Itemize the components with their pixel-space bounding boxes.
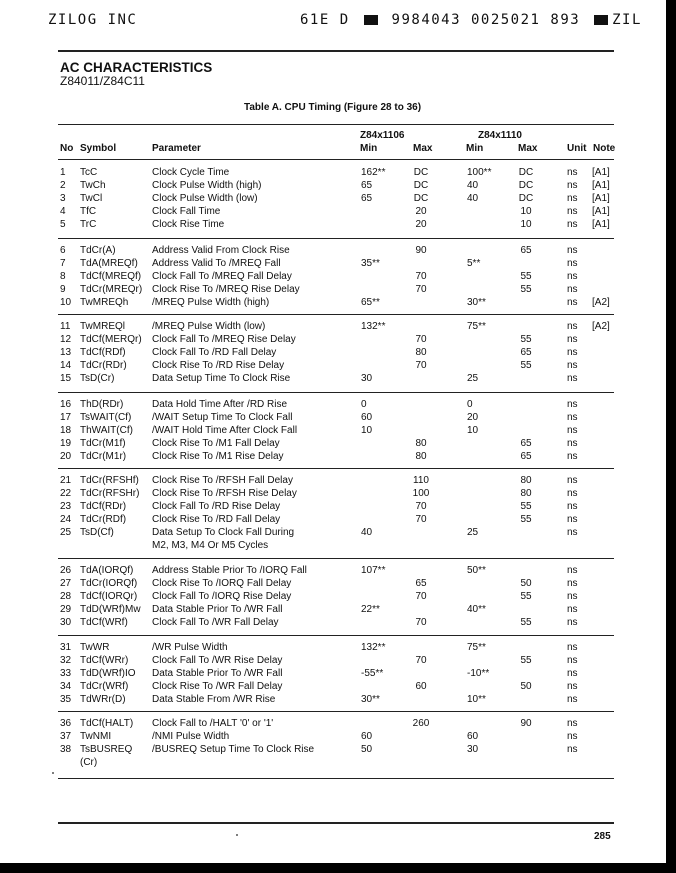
- cell-no: 31: [60, 642, 72, 653]
- cell-min1: 35**: [361, 258, 380, 269]
- cell-min2: 30**: [467, 297, 486, 308]
- cell-max2: 80: [520, 488, 532, 499]
- cell-max2: DC: [518, 193, 534, 204]
- table-title: Table A. CPU Timing (Figure 28 to 36): [244, 102, 422, 113]
- cell-min2: -10**: [467, 668, 490, 679]
- group-separator: [58, 238, 614, 239]
- cell-max1: 90: [415, 245, 427, 256]
- cell-note: [A1]: [592, 206, 610, 217]
- cell-param: Clock Fall Time: [152, 206, 221, 217]
- cell-param: Clock Rise To /M1 Rise Delay: [152, 451, 284, 462]
- cell-max1: 100: [412, 488, 430, 499]
- cell-no: 17: [60, 412, 72, 423]
- col-max-2: Max: [518, 143, 538, 154]
- cell-symbol: TdCr(RDr): [80, 360, 127, 371]
- cell-param: Clock Rise To /IORQ Fall Delay: [152, 578, 292, 589]
- cell-max1: DC: [413, 180, 429, 191]
- header-right: ZIL: [612, 12, 642, 28]
- cell-no: 18: [60, 425, 72, 436]
- cell-no: 12: [60, 334, 72, 345]
- cell-max2: 55: [520, 284, 532, 295]
- cell-no: 33: [60, 668, 72, 679]
- cell-min1: 107**: [361, 565, 386, 576]
- cell-param: Clock Fall To /RD Fall Delay: [152, 347, 277, 358]
- cell-symbol-continued: (Cr): [80, 757, 98, 768]
- cell-param: Clock Fall To /WR Rise Delay: [152, 655, 283, 666]
- cell-max1: 20: [415, 219, 427, 230]
- cell-symbol: TcC: [80, 167, 98, 178]
- cell-max2: 80: [520, 475, 532, 486]
- cell-unit: ns: [567, 180, 578, 191]
- cell-symbol: TsD(Cf): [80, 527, 114, 538]
- cell-unit: ns: [567, 565, 578, 576]
- cell-max2: 55: [520, 334, 532, 345]
- footer-rule: [58, 822, 614, 824]
- cell-unit: ns: [567, 731, 578, 742]
- cell-unit: ns: [567, 438, 578, 449]
- cell-max2: 50: [520, 578, 532, 589]
- group-separator: [58, 558, 614, 559]
- cell-max1: 70: [415, 655, 427, 666]
- cell-unit: ns: [567, 271, 578, 282]
- col-parameter: Parameter: [152, 143, 201, 154]
- cell-no: 23: [60, 501, 72, 512]
- cell-min2: 40: [467, 180, 479, 191]
- cell-unit: ns: [567, 347, 578, 358]
- cell-symbol: TdCr(RDf): [80, 514, 127, 525]
- cell-param: Clock Rise To /MREQ Rise Delay: [152, 284, 300, 295]
- cell-min1: 162**: [361, 167, 386, 178]
- cell-no: 16: [60, 399, 72, 410]
- cell-param: Data Stable Prior To /WR Fall: [152, 668, 283, 679]
- cell-min2: 40: [467, 193, 479, 204]
- section-subtitle: Z84011/Z84C11: [60, 74, 145, 88]
- cell-min2: 100**: [467, 167, 492, 178]
- cell-min1: 30: [361, 373, 373, 384]
- cell-unit: ns: [567, 501, 578, 512]
- cell-max2: 55: [520, 360, 532, 371]
- cell-unit: ns: [567, 219, 578, 230]
- cell-no: 21: [60, 475, 72, 486]
- cell-param: Clock Rise To /RFSH Fall Delay: [152, 475, 293, 486]
- cell-symbol: TdCr(WRf): [80, 681, 129, 692]
- cell-no: 3: [60, 193, 66, 204]
- cell-max1: 70: [415, 591, 427, 602]
- cell-min1: 60: [361, 731, 373, 742]
- cell-min1: 65: [361, 193, 373, 204]
- cell-param: /MREQ Pulse Width (low): [152, 321, 266, 332]
- cell-max1: 70: [415, 617, 427, 628]
- cell-no: 1: [60, 167, 66, 178]
- cell-symbol: ThWAIT(Cf): [80, 425, 133, 436]
- cell-max2: 65: [520, 438, 532, 449]
- cell-max1: 260: [412, 718, 430, 729]
- cell-max1: 70: [415, 284, 427, 295]
- cell-min1: 65: [361, 180, 373, 191]
- cell-symbol: TdCf(RDf): [80, 347, 126, 358]
- cell-max2: 55: [520, 617, 532, 628]
- cell-unit: ns: [567, 206, 578, 217]
- cell-unit: ns: [567, 488, 578, 499]
- col-min-2: Min: [466, 143, 484, 154]
- cell-unit: ns: [567, 668, 578, 679]
- cell-no: 37: [60, 731, 72, 742]
- cell-note: [A2]: [592, 297, 610, 308]
- cell-symbol: TdCr(MREQr): [80, 284, 143, 295]
- table-bottom-rule: [58, 778, 614, 779]
- cell-max1: 70: [415, 271, 427, 282]
- cell-param-continued: M2, M3, M4 Or M5 Cycles: [152, 540, 269, 551]
- cell-param: Clock Cycle Time: [152, 167, 230, 178]
- cell-param: Clock Fall To /MREQ Rise Delay: [152, 334, 296, 345]
- cell-symbol: TwMREQl: [80, 321, 125, 332]
- cell-max1: 60: [415, 681, 427, 692]
- header-mid: 61E D: [300, 12, 350, 28]
- scan-edge-bottom: [0, 863, 676, 873]
- cell-no: 10: [60, 297, 72, 308]
- cell-symbol: TdCr(RFSHf): [80, 475, 139, 486]
- cell-param: Address Valid To /MREQ Fall: [152, 258, 281, 269]
- cell-param: /WAIT Setup Time To Clock Fall: [152, 412, 293, 423]
- black-block-icon: [594, 15, 608, 25]
- cell-note: [A1]: [592, 167, 610, 178]
- cell-min1: 10: [361, 425, 373, 436]
- cell-unit: ns: [567, 284, 578, 295]
- header-codes: [300, 12, 642, 28]
- cell-max2: 90: [520, 718, 532, 729]
- cell-param: Clock Fall To /MREQ Fall Delay: [152, 271, 292, 282]
- cell-max2: 55: [520, 271, 532, 282]
- cell-no: 32: [60, 655, 72, 666]
- cell-min1: -55**: [361, 668, 384, 679]
- cell-param: Clock Rise To /WR Fall Delay: [152, 681, 283, 692]
- cell-unit: ns: [567, 475, 578, 486]
- cell-unit: ns: [567, 578, 578, 589]
- cell-no: 7: [60, 258, 66, 269]
- cell-symbol: TsWAIT(Cf): [80, 412, 132, 423]
- cell-no: 9: [60, 284, 66, 295]
- col-unit: Unit: [567, 143, 587, 154]
- cell-param: Clock Pulse Width (high): [152, 180, 262, 191]
- cell-min2: 25: [467, 527, 479, 538]
- cell-param: Data Stable From /WR Rise: [152, 694, 276, 705]
- cell-param: Data Setup Time To Clock Rise: [152, 373, 291, 384]
- cell-unit: ns: [567, 399, 578, 410]
- cell-symbol: TdA(MREQf): [80, 258, 138, 269]
- cell-param: Clock Fall To /RD Rise Delay: [152, 501, 281, 512]
- cell-no: 24: [60, 514, 72, 525]
- cell-max2: 55: [520, 514, 532, 525]
- group-header-1: Z84x1106: [360, 130, 405, 141]
- cell-symbol: TdCr(RFSHr): [80, 488, 140, 499]
- cell-symbol: TdA(IORQf): [80, 565, 134, 576]
- cell-param: Clock Pulse Width (low): [152, 193, 258, 204]
- cell-symbol: TdCf(IORQr): [80, 591, 138, 602]
- cell-param: Clock Rise To /RD Fall Delay: [152, 514, 281, 525]
- col-min-1: Min: [360, 143, 378, 154]
- cell-symbol: TdWRr(D): [80, 694, 126, 705]
- cell-max1: 20: [415, 206, 427, 217]
- cell-min2: 0: [467, 399, 473, 410]
- cell-note: [A2]: [592, 321, 610, 332]
- col-no: No: [60, 143, 74, 154]
- cell-note: [A1]: [592, 180, 610, 191]
- cell-unit: ns: [567, 258, 578, 269]
- cell-unit: ns: [567, 297, 578, 308]
- cell-param: Data Hold Time After /RD Rise: [152, 399, 288, 410]
- cell-max2: 65: [520, 451, 532, 462]
- cell-unit: ns: [567, 245, 578, 256]
- cell-symbol: TrC: [80, 219, 97, 230]
- cell-param: /BUSREQ Setup Time To Clock Rise: [152, 744, 315, 755]
- cell-unit: ns: [567, 655, 578, 666]
- cell-symbol: TwNMI: [80, 731, 112, 742]
- cell-no: 28: [60, 591, 72, 602]
- cell-max2: 55: [520, 591, 532, 602]
- cell-min1: 132**: [361, 321, 386, 332]
- cell-min2: 30: [467, 744, 479, 755]
- cell-symbol: TdCf(WRf): [80, 617, 128, 628]
- table-top-rule: [58, 124, 614, 125]
- cell-no: 34: [60, 681, 72, 692]
- cell-no: 8: [60, 271, 66, 282]
- cell-max1: 65: [415, 578, 427, 589]
- group-separator: [58, 635, 614, 636]
- cell-min2: 50**: [467, 565, 486, 576]
- cell-no: 27: [60, 578, 72, 589]
- cell-symbol: TdCr(A): [80, 245, 116, 256]
- cell-max1: 70: [415, 334, 427, 345]
- cell-min2: 60: [467, 731, 479, 742]
- cell-max1: 110: [413, 475, 429, 486]
- cell-unit: ns: [567, 744, 578, 755]
- cell-param: Clock Fall To /WR Fall Delay: [152, 617, 279, 628]
- cell-no: 19: [60, 438, 72, 449]
- cell-no: 35: [60, 694, 72, 705]
- cell-unit: ns: [567, 514, 578, 525]
- cell-param: Clock Fall to /HALT '0' or '1': [152, 718, 274, 729]
- cell-max1: 70: [415, 514, 427, 525]
- cell-unit: ns: [567, 604, 578, 615]
- cell-unit: ns: [567, 321, 578, 332]
- cell-unit: ns: [567, 193, 578, 204]
- cell-max2: DC: [518, 180, 534, 191]
- cell-no: 6: [60, 245, 66, 256]
- cell-symbol: TsD(Cr): [80, 373, 115, 384]
- cell-symbol: TdD(WRf)IO: [80, 668, 136, 679]
- cell-max1: 80: [415, 438, 427, 449]
- cell-unit: ns: [567, 617, 578, 628]
- cell-unit: ns: [567, 373, 578, 384]
- cell-max2: 65: [520, 245, 532, 256]
- cell-unit: ns: [567, 451, 578, 462]
- cell-min2: 25: [467, 373, 479, 384]
- header-numbers: 9984043 0025021 893: [391, 12, 581, 28]
- cell-min1: 30**: [361, 694, 380, 705]
- cell-min1: 60: [361, 412, 373, 423]
- cell-unit: ns: [567, 360, 578, 371]
- cell-no: 36: [60, 718, 72, 729]
- cell-max1: 70: [415, 501, 427, 512]
- cell-min2: 40**: [467, 604, 486, 615]
- cell-symbol: TdCr(M1f): [80, 438, 126, 449]
- cell-param: Clock Rise To /M1 Fall Delay: [152, 438, 280, 449]
- cell-min2: 10: [467, 425, 479, 436]
- cell-no: 13: [60, 347, 72, 358]
- header-company: ZILOG INC: [48, 12, 138, 28]
- cell-min1: 132**: [361, 642, 386, 653]
- cell-param: Clock Rise To /RD Rise Delay: [152, 360, 285, 371]
- cell-symbol: TdCf(WRr): [80, 655, 129, 666]
- cell-symbol: TdCf(HALT): [80, 718, 134, 729]
- cell-no: 15: [60, 373, 72, 384]
- cell-max2: 55: [520, 655, 532, 666]
- cell-min2: 75**: [467, 642, 486, 653]
- cell-min1: 50: [361, 744, 373, 755]
- scan-edge-right: [666, 0, 676, 873]
- cell-no: 25: [60, 527, 72, 538]
- cell-no: 14: [60, 360, 72, 371]
- cell-min2: 20: [467, 412, 479, 423]
- group-separator: [58, 314, 614, 315]
- cell-param: Data Stable Prior To /WR Fall: [152, 604, 283, 615]
- col-note: Note: [593, 143, 616, 154]
- cell-max1: DC: [413, 167, 429, 178]
- cell-unit: ns: [567, 167, 578, 178]
- top-rule: [58, 50, 614, 52]
- scan-speck: [236, 834, 238, 836]
- cell-param: Clock Rise To /RFSH Rise Delay: [152, 488, 297, 499]
- cell-symbol: TdCr(M1r): [80, 451, 127, 462]
- group-separator: [58, 711, 614, 712]
- scan-speck: [52, 772, 54, 774]
- cell-symbol: TdCf(MERQr): [80, 334, 142, 345]
- cell-note: [A1]: [592, 193, 610, 204]
- cell-unit: ns: [567, 642, 578, 653]
- cell-max2: 55: [520, 501, 532, 512]
- cell-no: 11: [60, 321, 71, 332]
- cell-symbol: TdD(WRf)Mw: [80, 604, 141, 615]
- cell-symbol: TwWR: [80, 642, 110, 653]
- cell-max2: 65: [520, 347, 532, 358]
- cell-unit: ns: [567, 527, 578, 538]
- cell-symbol: ThD(RDr): [80, 399, 124, 410]
- cell-param: Address Stable Prior To /IORQ Fall: [152, 565, 307, 576]
- cell-param: /WR Pulse Width: [152, 642, 228, 653]
- cell-max1: 80: [415, 347, 427, 358]
- cell-symbol: TwCh: [80, 180, 106, 191]
- cell-no: 30: [60, 617, 72, 628]
- col-symbol: Symbol: [80, 143, 117, 154]
- cell-no: 20: [60, 451, 72, 462]
- col-max-1: Max: [413, 143, 433, 154]
- cell-unit: ns: [567, 718, 578, 729]
- cell-no: 4: [60, 206, 66, 217]
- page-number: 285: [594, 831, 611, 842]
- cell-param: Clock Rise Time: [152, 219, 225, 230]
- cell-max2: 10: [520, 219, 532, 230]
- group-header-2: Z84x1110: [478, 130, 522, 141]
- cell-min2: 5**: [467, 258, 481, 269]
- cell-min1: 65**: [361, 297, 380, 308]
- cell-param: Address Valid From Clock Rise: [152, 245, 290, 256]
- cell-min1: 0: [361, 399, 367, 410]
- cell-min1: 22**: [361, 604, 380, 615]
- cell-symbol: TfC: [80, 206, 97, 217]
- cell-max2: 50: [520, 681, 532, 692]
- cell-symbol: TdCf(MREQf): [80, 271, 142, 282]
- cell-param: /WAIT Hold Time After Clock Fall: [152, 425, 298, 436]
- cell-unit: ns: [567, 694, 578, 705]
- cell-param: /NMI Pulse Width: [152, 731, 230, 742]
- cell-symbol: TwCl: [80, 193, 103, 204]
- cell-symbol: TdCf(RDr): [80, 501, 127, 512]
- cell-unit: ns: [567, 425, 578, 436]
- cell-no: 22: [60, 488, 72, 499]
- cell-no: 26: [60, 565, 72, 576]
- cell-max2: DC: [518, 167, 534, 178]
- cell-min1: 40: [361, 527, 373, 538]
- section-title: AC CHARACTERISTICS: [60, 60, 213, 75]
- cell-max2: 10: [520, 206, 532, 217]
- cell-max1: DC: [413, 193, 429, 204]
- group-separator: [58, 468, 614, 469]
- cell-min2: 10**: [467, 694, 486, 705]
- header-bottom-rule: [58, 159, 614, 160]
- cell-note: [A1]: [592, 219, 610, 230]
- cell-param: Data Setup To Clock Fall During: [152, 527, 295, 538]
- cell-param: Clock Fall To /IORQ Rise Delay: [152, 591, 292, 602]
- cell-max1: 80: [415, 451, 427, 462]
- cell-symbol: TsBUSREQ: [80, 744, 133, 755]
- cell-unit: ns: [567, 681, 578, 692]
- cell-no: 38: [60, 744, 72, 755]
- cell-no: 5: [60, 219, 66, 230]
- cell-unit: ns: [567, 591, 578, 602]
- cell-symbol: TdCr(IORQf): [80, 578, 138, 589]
- black-block-icon: [364, 15, 378, 25]
- cell-symbol: TwMREQh: [80, 297, 129, 308]
- cell-param: /MREQ Pulse Width (high): [152, 297, 270, 308]
- cell-unit: ns: [567, 412, 578, 423]
- cell-min2: 75**: [467, 321, 486, 332]
- cell-no: 2: [60, 180, 66, 191]
- cell-no: 29: [60, 604, 72, 615]
- cell-max1: 70: [415, 360, 427, 371]
- cell-unit: ns: [567, 334, 578, 345]
- group-separator: [58, 392, 614, 393]
